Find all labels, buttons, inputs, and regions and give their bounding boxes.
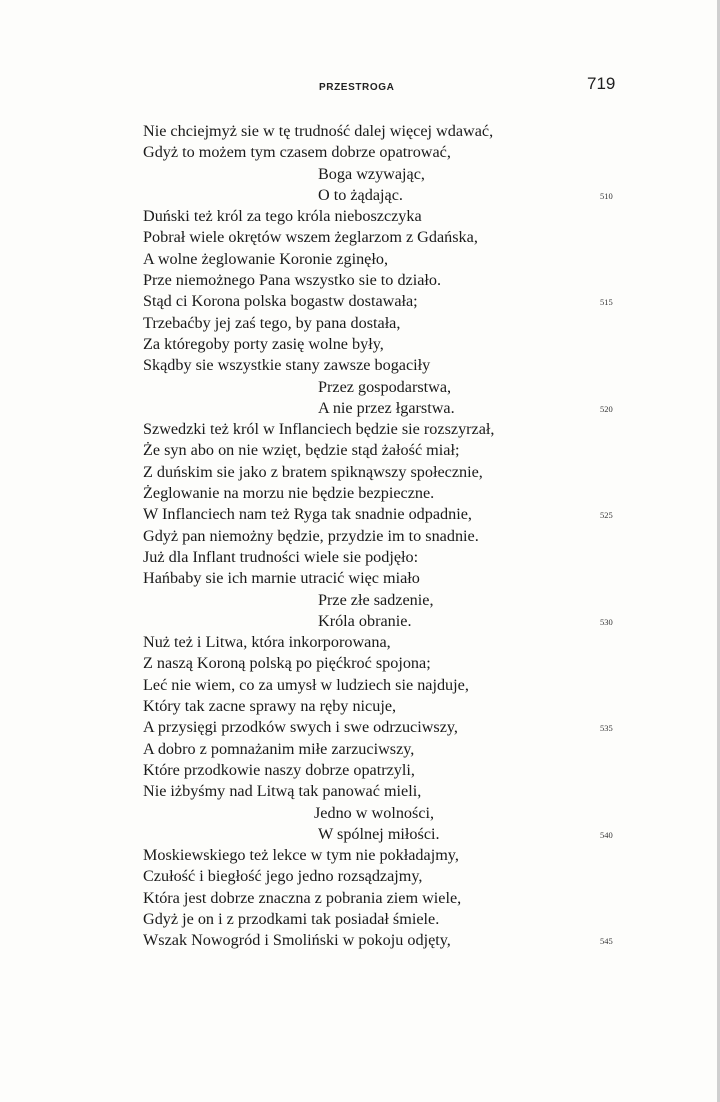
verse-line-text: Trzebaćby jej zaś tego, by pana dostała,: [143, 313, 401, 332]
verse-line: [0, 227, 720, 248]
verse-line: [0, 675, 720, 696]
verse-line-text: Przez gospodarstwa,: [318, 377, 452, 396]
verse-line: [0, 249, 720, 270]
verse-line-text: Króla obranie.: [318, 611, 412, 630]
verse-line-text: Moskiewskiego też lekce w tym nie pokładajmy,: [143, 846, 459, 865]
line-number: 525: [600, 510, 613, 521]
line-number: 540: [600, 829, 613, 840]
verse-line-text: Duński też król za tego króla nieboszczyka: [143, 207, 422, 226]
verse-line: [0, 803, 720, 824]
verse-line: [0, 377, 720, 398]
verse-line: [0, 270, 720, 291]
verse-line: [0, 717, 720, 738]
verse-line: [0, 504, 720, 525]
verse-line: [0, 590, 720, 611]
verse-line: [0, 888, 720, 909]
verse-line: [0, 419, 720, 440]
line-number: 535: [600, 723, 613, 734]
verse-line: [0, 611, 720, 632]
page-number: 719: [587, 74, 616, 93]
verse-line: [0, 632, 720, 653]
verse-line: [0, 866, 720, 887]
verse-line-text: Boga wzywając,: [318, 164, 425, 183]
verse-line: [0, 355, 720, 376]
verse-line: [0, 334, 720, 355]
verse-line: [0, 462, 720, 483]
verse-line-text: Z duńskim sie jako z bratem spiknąwszy społecznie,: [143, 462, 483, 481]
verse-line: [0, 781, 720, 802]
verse-line: [0, 483, 720, 504]
line-number: 530: [600, 616, 613, 627]
line-number: 510: [600, 190, 613, 201]
verse-line: [0, 909, 720, 930]
verse-line: [0, 206, 720, 227]
verse-line-text: Nie chciejmyż sie w tę trudność dalej więcej wdawać,: [143, 122, 494, 140]
verse-line: [0, 824, 720, 845]
line-number: 545: [600, 936, 613, 947]
running-title: PRZESTROGA: [319, 82, 395, 93]
verse-line-text: Leć nie wiem, co za umysł w ludziech sie najduje,: [143, 675, 469, 694]
verse-line: [0, 845, 720, 866]
verse-line-text: O to żądając.: [318, 185, 403, 204]
verse-line-text: Prze niemożnego Pana wszystko sie to działo.: [143, 271, 442, 290]
verse-line: [0, 440, 720, 461]
verse-line-text: Który tak zacne sprawy na ręby nicuje,: [143, 697, 397, 716]
verse-line-text: Gdyż to możem tym czasem dobrze opatrować,: [143, 143, 451, 162]
line-number: 520: [600, 403, 613, 414]
verse-line-text: W spólnej miłości.: [318, 824, 440, 843]
verse-line: [0, 653, 720, 674]
verse-line: [0, 164, 720, 185]
line-number: 515: [600, 297, 613, 308]
verse-line: [0, 121, 720, 142]
verse-line-text: Już dla Inflant trudności wiele sie podjęło:: [143, 547, 419, 566]
verse-line-text: Stąd ci Korona polska bogastw dostawała;: [143, 292, 418, 311]
verse-line: [0, 313, 720, 334]
verse-line-text: Żeglowanie na morzu nie będzie bezpieczne.: [143, 484, 435, 503]
verse-line-text: Jedno w wolności,: [314, 803, 435, 822]
verse-line-text: Nie iżbyśmy nad Litwą tak panować mieli,: [143, 782, 422, 801]
verse-line-text: Nuż też i Litwa, która inkorporowana,: [143, 633, 391, 652]
verse-line-text: Gdyż pan niemożny będzie, przydzie im to snadnie.: [143, 526, 479, 545]
verse-line-text: Która jest dobrze znaczna z pobrania ziem wiele,: [143, 888, 462, 907]
verse-line: [0, 142, 720, 163]
verse-line-text: Za któregoby porty zasię wolne były,: [143, 334, 384, 353]
verse-line: [0, 398, 720, 419]
verse-line: [0, 930, 720, 951]
verse-line-text: Czułość i biegłość jego jedno rozsądzajmy,: [143, 867, 423, 886]
verse-line-text: Hańbaby sie ich marnie utracić więc miało: [143, 569, 420, 588]
verse-line: [0, 739, 720, 760]
verse-line-text: A przysięgi przodków swych i swe odrzuciwszy,: [143, 718, 458, 737]
verse-line: [0, 291, 720, 312]
verse-line: [0, 526, 720, 547]
verse-line-text: Że syn abo on nie wzięt, będzie stąd żałość miał;: [143, 441, 460, 460]
verse-line-text: W Inflanciech nam też Ryga tak snadnie odpadnie,: [143, 505, 472, 524]
verse-line-text: Z naszą Koroną polską po pięćkroć spojona;: [143, 654, 431, 673]
verse-line-text: A wolne żeglowanie Koronie zginęło,: [143, 249, 388, 268]
verse-line-text: Skądby sie wszystkie stany zawsze bogaciły: [143, 356, 431, 375]
verse-line-text: A dobro z pomnażanim miłe zarzuciwszy,: [143, 739, 415, 758]
verse-line-text: A nie przez łgarstwa.: [318, 398, 455, 417]
verse-line-text: Wszak Nowogród i Smoliński w pokoju odjęty,: [143, 931, 451, 950]
verse-line-text: Pobrał wiele okrętów wszem żeglarzom z Gdańska,: [143, 228, 478, 247]
verse-line: [0, 568, 720, 589]
verse-line: [0, 760, 720, 781]
verse-line-text: Gdyż je on i z przodkami tak posiadał śmiele.: [143, 909, 440, 928]
verse-block: [0, 121, 720, 952]
verse-line: [0, 547, 720, 568]
verse-line-text: Prze złe sadzenie,: [318, 590, 434, 609]
verse-line: [0, 185, 720, 206]
verse-line-text: Szwedzki też król w Inflanciech będzie sie rozszyrzał,: [143, 420, 495, 439]
verse-line: [0, 696, 720, 717]
verse-line-text: Które przodkowie naszy dobrze opatrzyli,: [143, 760, 415, 779]
